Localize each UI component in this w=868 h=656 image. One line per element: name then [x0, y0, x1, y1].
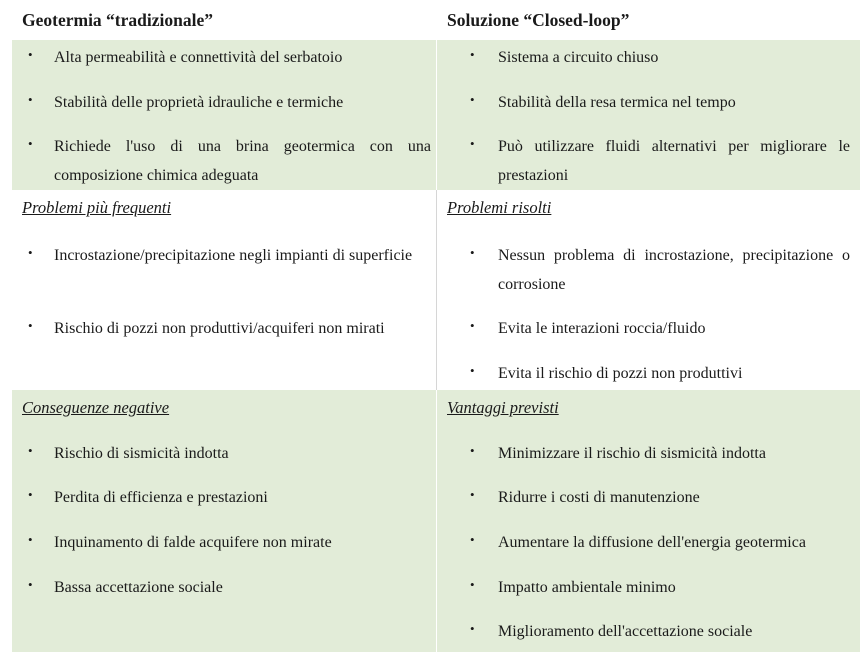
bullet-icon: • [28, 47, 33, 62]
list-item: • Perdita di efficienza e prestazioni [54, 483, 431, 512]
section-problems [12, 190, 860, 390]
list-item: • Alta permeabilità e connettività del serbatoio [54, 43, 431, 72]
list-item: • Stabilità delle proprietà idrauliche e termiche [54, 88, 431, 117]
bullet-icon: • [470, 487, 475, 502]
section-title: Problemi più frequenti [22, 198, 172, 217]
list-item: • Rischio di sismicità indotta [54, 439, 431, 468]
section-title: Problemi risolti [447, 198, 552, 217]
section-title: Vantaggi previsti [447, 398, 559, 417]
bullet-icon: • [28, 487, 33, 502]
traditional-consequences [12, 390, 437, 652]
header-closed-loop: Soluzione “Closed-loop” [447, 9, 630, 30]
section-outcomes [12, 390, 860, 652]
bullet-icon: • [28, 443, 33, 458]
bullet-icon: • [470, 443, 475, 458]
list-item: • Inquinamento di falde acquifere non mirate [54, 528, 431, 557]
closed-loop-advantages [437, 390, 860, 652]
list-item: • Ridurre i costi di manutenzione [498, 483, 850, 512]
bullet-icon: • [28, 318, 33, 333]
bullet-icon: • [470, 136, 475, 151]
closed-loop-characteristics [437, 40, 860, 190]
section-characteristics [12, 40, 860, 190]
bullet-icon: • [28, 136, 33, 151]
bullet-icon: • [470, 245, 475, 260]
bullet-icon: • [470, 47, 475, 62]
bullet-icon: • [470, 363, 475, 378]
bullet-icon: • [28, 532, 33, 547]
list-item: • Miglioramento dell'accettazione sociale [498, 617, 850, 646]
header-traditional: Geotermia “tradizionale” [22, 9, 213, 30]
list-item: • Nessun problema di incrostazione, precipitazione o corrosione [498, 241, 850, 299]
comparison-table [12, 0, 860, 656]
list-item: • Richiede l'uso di una brina geotermica con una composizione chimica adeguata [54, 132, 431, 190]
traditional-problems [12, 190, 437, 390]
bullet-icon: • [470, 532, 475, 547]
bullet-icon: • [470, 621, 475, 636]
list-item: • Stabilità della resa termica nel tempo [498, 88, 850, 117]
bullet-icon: • [470, 577, 475, 592]
list-item: • Bassa accettazione sociale [54, 573, 431, 602]
list-item: • Impatto ambientale minimo [498, 573, 850, 602]
bullet-icon: • [28, 577, 33, 592]
bullet-icon: • [28, 92, 33, 107]
list-item: • Rischio di pozzi non produttivi/acquiferi non mirati [54, 314, 431, 343]
list-item: • Evita il rischio di pozzi non produttivi [498, 359, 850, 388]
list-item: • Aumentare la diffusione dell'energia geotermica [498, 528, 850, 557]
list-item: • Evita le interazioni roccia/fluido [498, 314, 850, 343]
traditional-characteristics [12, 40, 437, 190]
bullet-icon: • [28, 245, 33, 260]
closed-loop-solved-problems [437, 190, 860, 390]
list-item: • Minimizzare il rischio di sismicità indotta [498, 439, 850, 468]
list-item: • Incrostazione/precipitazione negli impianti di superficie [54, 241, 431, 270]
list-item: • Può utilizzare fluidi alternativi per migliorare le prestazioni [498, 132, 850, 190]
list-item: • Sistema a circuito chiuso [498, 43, 850, 72]
section-title: Conseguenze negative [22, 398, 170, 417]
bullet-icon: • [470, 318, 475, 333]
bullet-icon: • [470, 92, 475, 107]
